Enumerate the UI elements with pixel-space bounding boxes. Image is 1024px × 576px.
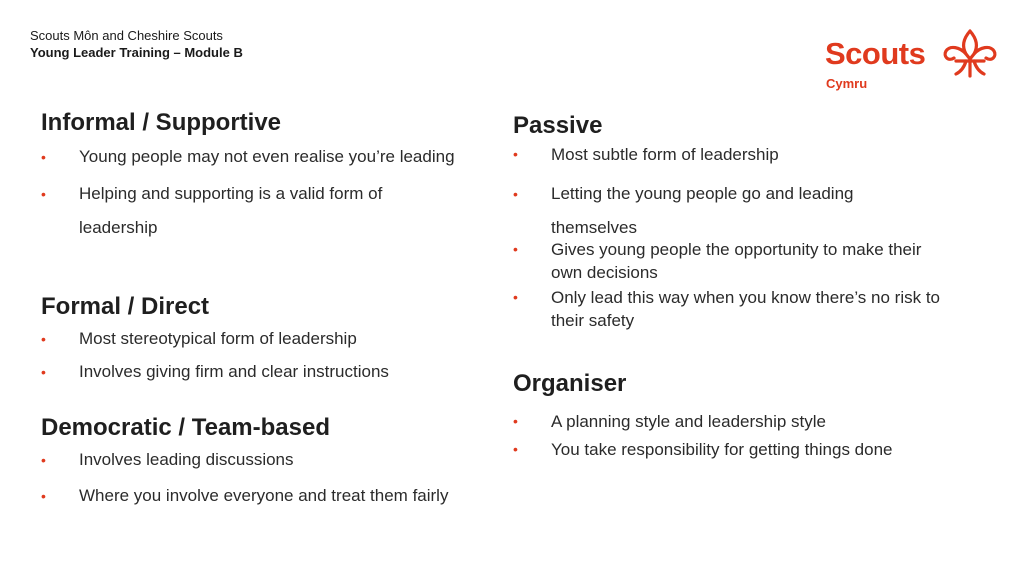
list-democratic xyxy=(41,446,471,513)
bullet-icon: • xyxy=(513,146,518,162)
list-passive xyxy=(513,143,943,332)
logo-wordmark: Scouts xyxy=(825,36,926,71)
list-informal xyxy=(41,143,461,245)
logo-subtitle: Cymru xyxy=(826,76,868,91)
bullet-icon: • xyxy=(513,441,518,457)
bullet-icon: • xyxy=(513,241,518,257)
slide-header xyxy=(30,27,243,61)
list-item: • Young people may not even realise you’re leading xyxy=(41,143,461,171)
fleur-de-lis-icon xyxy=(942,28,998,80)
list-item: • Where you involve everyone and treat them fairly xyxy=(41,479,471,513)
list-formal xyxy=(41,325,471,386)
list-item: • Gives young people the opportunity to make their own decisions xyxy=(513,240,922,282)
bullet-icon: • xyxy=(41,452,46,468)
bullet-icon: • xyxy=(513,289,518,305)
bullet-icon: • xyxy=(41,488,46,504)
bullet-icon: • xyxy=(41,364,46,380)
bullet-icon: • xyxy=(41,186,46,202)
section-title-informal: Informal / Supportive xyxy=(41,109,282,136)
section-title-democratic: Democratic / Team-based xyxy=(41,414,330,441)
scouts-cymru-logo xyxy=(825,28,1000,93)
section-title-formal: Formal / Direct xyxy=(41,293,210,320)
list-item: • A planning style and leadership style xyxy=(513,412,827,431)
list-item: • Involves giving firm and clear instructions xyxy=(41,358,471,386)
list-item: • Helping and supporting is a valid form of leadership xyxy=(41,177,461,245)
section-title-passive: Passive xyxy=(513,112,603,139)
list-item: • You take responsibility for getting things done xyxy=(513,440,893,459)
list-item: • Involves leading discussions xyxy=(41,446,471,474)
bullet-icon: • xyxy=(513,413,518,429)
bullet-icon: • xyxy=(41,149,46,165)
list-item: • Letting the young people go and leading themselves xyxy=(513,177,943,245)
section-title-organiser: Organiser xyxy=(513,370,627,397)
list-item: • Most stereotypical form of leadership xyxy=(41,325,471,353)
course-title: Young Leader Training – Module B xyxy=(30,45,243,60)
list-item: • Only lead this way when you know there’s no risk to their safety xyxy=(513,288,940,330)
bullet-icon: • xyxy=(41,331,46,347)
bullet-icon: • xyxy=(513,186,518,202)
organisation-name: Scouts Môn and Cheshire Scouts xyxy=(30,28,223,43)
list-item: • Most subtle form of leadership xyxy=(513,145,779,164)
list-organiser xyxy=(513,410,963,461)
